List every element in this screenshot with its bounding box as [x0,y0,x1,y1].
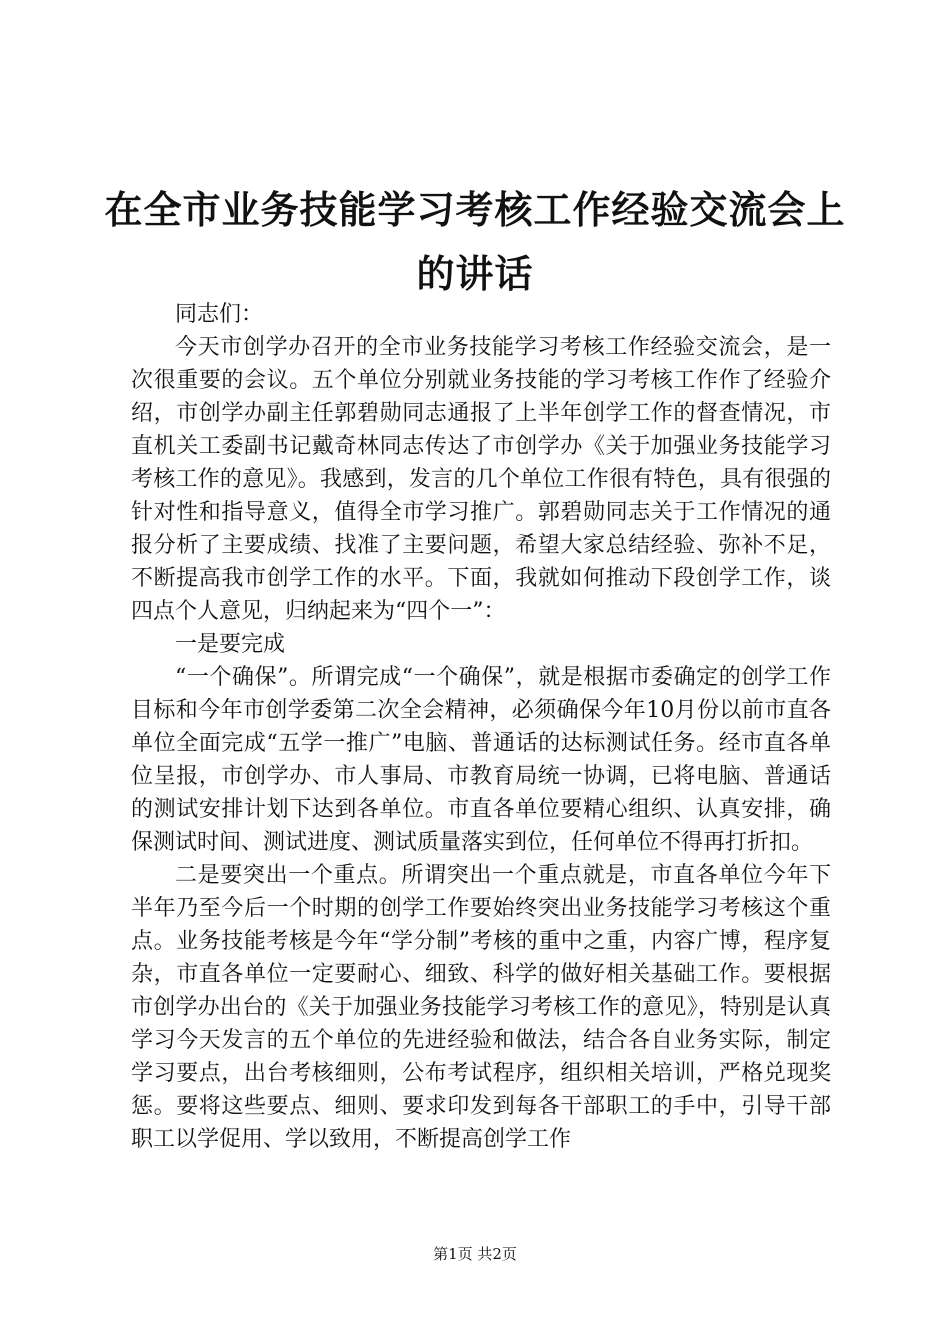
paragraph-point-two: 二是要突出一个重点。所谓突出一个重点就是，市直各单位今年下半年乃至今后一个时期的创学工作要始终突出业务技能学习考核这个重点。业务技能考核是今年“学分制”考核的重中之重，内容广博，程序复杂，市直各单位一定要耐心、细致、科学的做好相关基础工作。要根据市创学办出台的《关于加强业务技能学习考核工作的意见》，特别是认真学习今天发言的五个单位的先进经验和做法，结合各自业务实际，制定学习要点，出台考核细则，公布考试程序，组织相关培训，严格兑现奖惩。要将这些要点、细则、要求印发到每各干部职工的手中，引导干部职工以学促用、学以致用，不断提高创学工作 [131,863,831,1152]
salutation: 同志们： [175,302,264,327]
page-footer: 第1页 共2页 [433,1245,517,1263]
document-title: 在全市业务技能学习考核工作经验交流会上的讲话 [104,187,846,296]
paragraph-intro: 今天市创学办召开的全市业务技能学习考核工作经验交流会，是一次很重要的会议。五个单位分别就业务技能的学习考核工作作了经验介绍，市创学办副主任郭碧勋同志通报了上半年创学工作的督查情况，市直机关工委副书记戴奇林同志传达了市创学办《关于加强业务技能学习考核工作的意见》。我感到，发言的几个单位工作很有特色，具有很强的针对性和指导意义，值得全市学习推广。郭碧勋同志关于工作情况的通报分析了主要成绩、找准了主要问题，希望大家总结经验、弥补不足，不断提高我市创学工作的水平。下面，我就如何推动下段创学工作，谈四点个人意见，归纳起来为“四个一”： [131,335,831,624]
paragraph-point-one: “一个确保”。所谓完成“一个确保”，就是根据市委确定的创学工作目标和今年市创学委第二次全会精神，必须确保今年10月份以前市直各单位全面完成“五学一推广”电脑、普通话的达标测试任务。经市直各单位呈报，市创学办、市人事局、市教育局统一协调，已将电脑、普通话的测试安排计划下达到各单位。市直各单位要精心组织、认真安排，确保测试时间、测试进度、测试质量落实到位，任何单位不得再打折扣。 [131,665,831,855]
paragraph-point-one-heading: 一是要完成 [175,632,286,657]
document-body [131,298,831,1156]
